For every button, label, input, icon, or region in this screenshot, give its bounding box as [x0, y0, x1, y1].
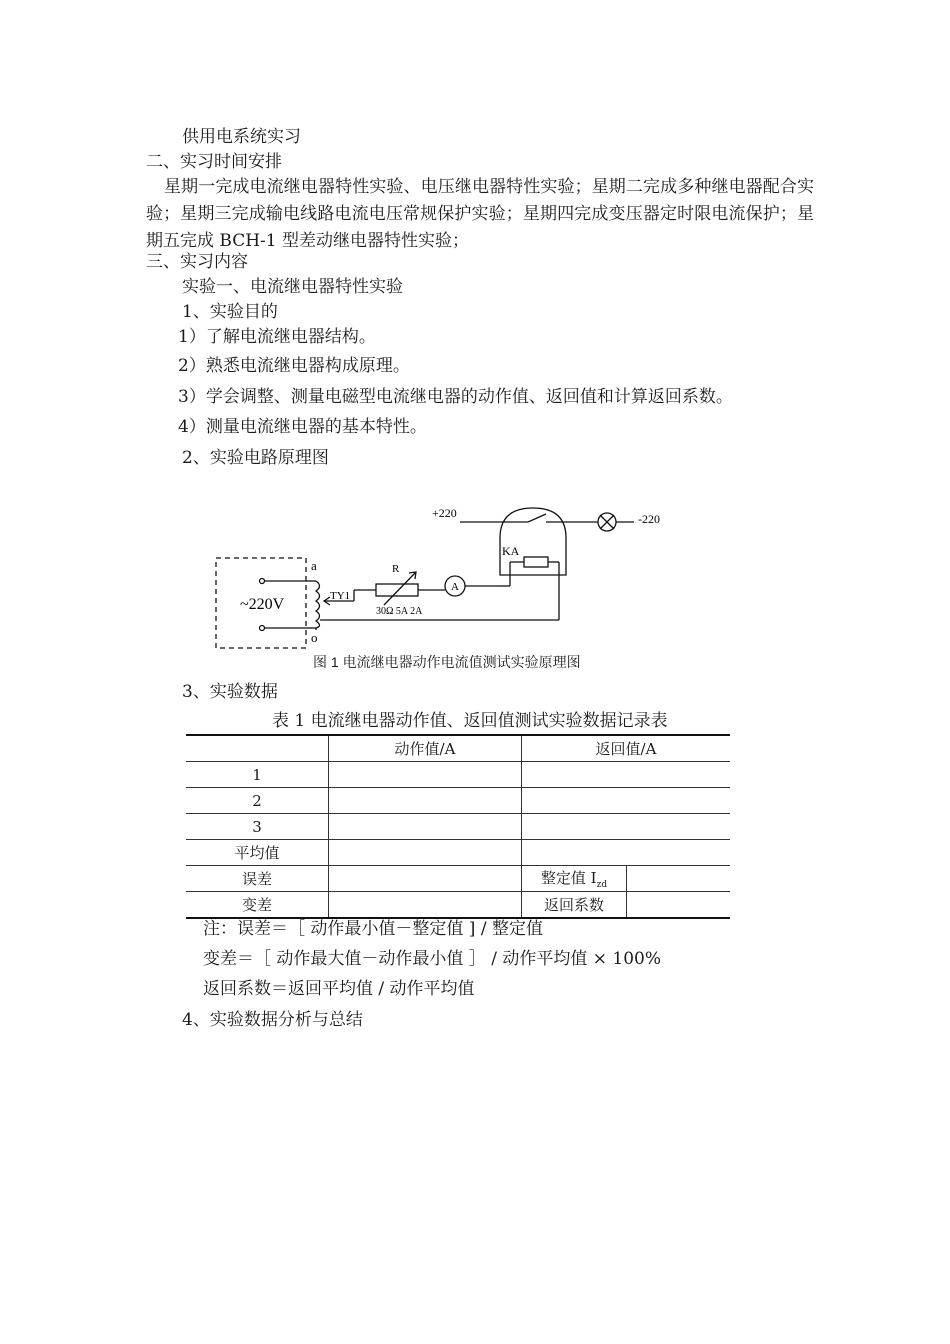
ka-coil	[524, 557, 548, 567]
action-cell[interactable]	[329, 814, 522, 840]
row-label: 变差	[186, 892, 329, 919]
return-coef-cell[interactable]	[627, 892, 731, 919]
table-row	[186, 892, 730, 919]
table-header-row	[186, 735, 730, 762]
row-label: 2	[186, 788, 329, 814]
setting-label: 整定值 $I_{zd}$	[522, 866, 627, 892]
analysis-heading: 4、实验数据分析与总结	[182, 1010, 363, 1030]
data-table	[186, 734, 730, 919]
section2-heading: 二、实习时间安排	[146, 152, 282, 172]
table-row	[186, 762, 730, 788]
ka-label: KA	[502, 544, 520, 558]
source-terminal-bottom	[260, 626, 265, 631]
purpose-item: 2）熟悉电流继电器构成原理。	[178, 356, 410, 376]
ammeter-label: A	[451, 581, 459, 593]
return-coef-label: 返回系数	[522, 892, 627, 919]
ty1-label: TY1	[330, 590, 351, 602]
figure-caption: 图 1 电流继电器动作电流值测试实验原理图	[313, 654, 581, 670]
error-cell[interactable]	[329, 866, 522, 892]
section3-heading: 三、实习内容	[146, 252, 248, 272]
experiment-title: 实验一、电流继电器特性实验	[182, 277, 403, 297]
section2-body: 星期一完成电流继电器特性实验、电压继电器特性实验；星期二完成多种继电器配合实验；星期三完成输电线路电流电压常规保护实验；星期四完成变压器定时限电流保护；星期五完成 BCH-1 型差动继电器特性实验；	[146, 177, 814, 251]
row-label: 误差	[186, 866, 329, 892]
table-row	[186, 788, 730, 814]
action-cell[interactable]	[329, 762, 522, 788]
note-line: 变差＝［ 动作最大值－动作最小值 ］ / 动作平均值 × 100%	[203, 949, 661, 969]
circuit-heading: 2、实验电路原理图	[182, 448, 329, 468]
purpose-item: 1）了解电流继电器结构。	[178, 327, 376, 347]
variance-cell[interactable]	[329, 892, 522, 919]
action-cell[interactable]	[329, 840, 522, 866]
return-cell[interactable]	[522, 762, 731, 788]
note-line: 返回系数＝返回平均值 / 动作平均值	[203, 979, 475, 999]
setting-cell[interactable]	[627, 866, 731, 892]
row-label: 1	[186, 762, 329, 788]
terminal-o-label: o	[311, 630, 318, 645]
data-heading: 3、实验数据	[182, 682, 278, 702]
return-cell[interactable]	[522, 788, 731, 814]
intro-line: 供用电系统实习	[182, 127, 301, 147]
table-row	[186, 840, 730, 866]
row-label: 3	[186, 814, 329, 840]
resistor-r	[376, 584, 418, 596]
table-row	[186, 866, 730, 892]
ty1-coil	[316, 581, 320, 628]
purpose-item: 4）测量电流继电器的基本特性。	[178, 417, 427, 437]
source-terminal-top	[260, 579, 265, 584]
header-action: 动作值/A	[329, 735, 522, 762]
row-label: 平均值	[186, 840, 329, 866]
terminal-a-label: a	[311, 558, 317, 573]
purpose-item: 3）学会调整、测量电磁型电流继电器的动作值、返回值和计算返回系数。	[178, 387, 733, 407]
source-label: ~220V	[240, 596, 285, 613]
purpose-heading: 1、实验目的	[182, 302, 278, 322]
return-cell[interactable]	[522, 814, 731, 840]
minus-220-label: -220	[638, 512, 660, 526]
plus-220-label: +220	[432, 506, 457, 520]
note-line: 注：误差＝［ 动作最小值－整定值 ] / 整定值	[203, 919, 543, 939]
r-label: R	[392, 563, 400, 575]
return-cell[interactable]	[522, 840, 731, 866]
r-rating-label: 30Ω 5A 2A	[376, 606, 423, 617]
table-caption: 表 1 电流继电器动作值、返回值测试实验数据记录表	[272, 711, 668, 731]
action-cell[interactable]	[329, 788, 522, 814]
header-return: 返回值/A	[522, 735, 731, 762]
table-row	[186, 814, 730, 840]
